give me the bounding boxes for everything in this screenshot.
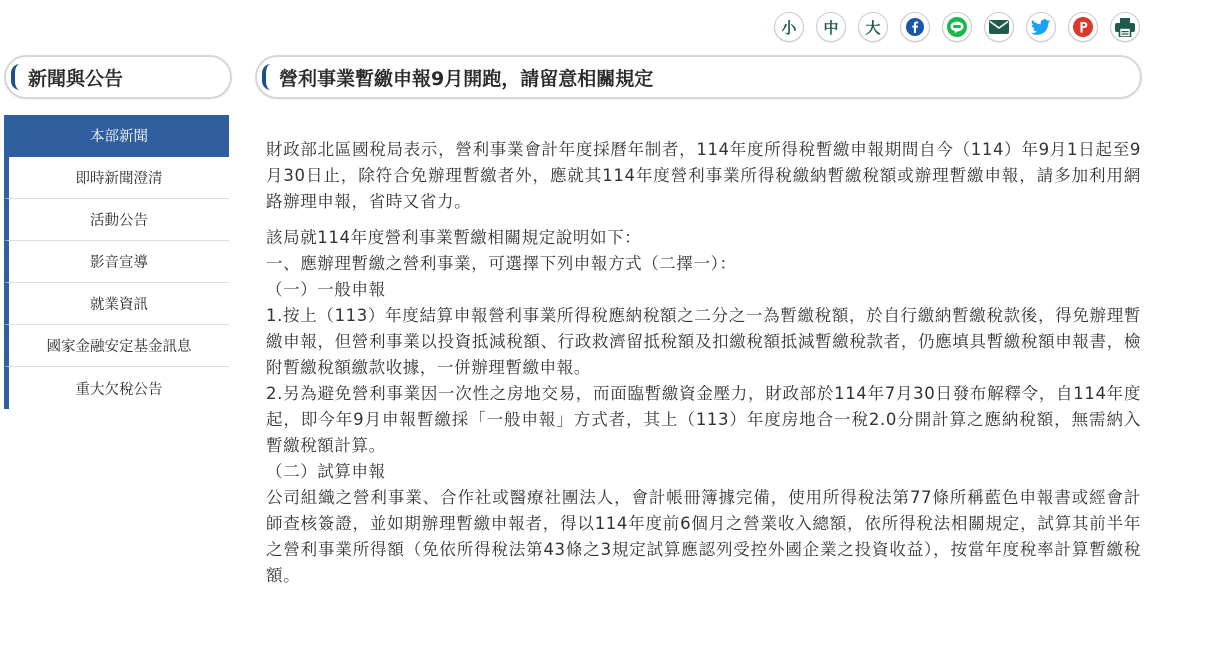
twitter-icon: [1031, 19, 1051, 36]
article-paragraph: 公司組織之營利事業、合作社或醫療社團法人，會計帳冊簿據完備，使用所得稅法第77條所稱藍色申報書或經會計師查核簽證，並如期辦理暫繳申報者，得以114年度前6個月之營業收入總額，依所得稅法相關規定，試算其前半年之營利事業所得額（免依所得稅法第43條之3規定試算應認列受控外國企業之投資收益），按當年度稅率計算暫繳稅額。: [266, 488, 1141, 585]
sidebar-item-video-promotion[interactable]: 影音宣導: [4, 241, 229, 283]
sidebar-item-employment-info[interactable]: 就業資訊: [4, 283, 229, 325]
sidebar-item-event-announcements[interactable]: 活動公告: [4, 199, 229, 241]
bracket-decoration: [262, 64, 271, 90]
bracket-decoration: [11, 64, 20, 90]
sidebar-title: 新聞與公告: [28, 67, 124, 90]
article-paragraph: 一、應辦理暫繳之營利事業，可選擇下列申報方式（二擇一）：: [266, 254, 737, 273]
twitter-share-button[interactable]: [1026, 12, 1056, 42]
article-paragraph: 該局就114年度營利事業暫繳相關規定說明如下：: [266, 228, 642, 247]
article-paragraph: 財政部北區國稅局表示，營利事業會計年度採曆年制者，114年度所得稅暫繳申報期間自今（114）年9月1日起至9月30日止，除符合免辦理暫繳者外，應就其114年度營利事業所得稅繳納暫繳稅額或辦理暫繳申報，請多加利用網路辦理申報，省時又省力。: [266, 140, 1141, 211]
email-share-button[interactable]: [984, 12, 1014, 42]
facebook-share-button[interactable]: [900, 12, 930, 42]
article-title: 營利事業暫繳申報9月開跑，請留意相關規定: [279, 67, 654, 90]
line-icon: [947, 17, 967, 37]
sidebar-item-news-clarification[interactable]: 即時新聞澄清: [4, 157, 229, 199]
article-body: [266, 137, 1141, 589]
font-small-button[interactable]: 小: [774, 12, 804, 42]
toolbar: [774, 12, 1140, 44]
article-header: [255, 55, 1142, 99]
facebook-icon: [906, 18, 924, 36]
plurk-share-button[interactable]: [1068, 12, 1098, 42]
print-button[interactable]: [1110, 12, 1140, 42]
sidebar-item-tax-arrears[interactable]: 重大欠稅公告: [4, 367, 229, 409]
sidebar-header: [4, 55, 232, 99]
article-paragraph: （二）試算申報: [266, 462, 386, 481]
line-share-button[interactable]: [942, 12, 972, 42]
sidebar-item-ministry-news[interactable]: 本部新聞: [4, 115, 229, 157]
article-paragraph: 1.按上（113）年度結算申報營利事業所得稅應納稅額之二分之一為暫繳稅額，於自行繳納暫繳稅款後，得免辦理暫繳申報，但營利事業以投資抵減稅額、行政救濟留抵稅額及扣繳稅額抵減暫繳稅款者，仍應填具暫繳稅額申報書，檢附暫繳稅額繳款收據，一併辦理暫繳申報。: [266, 306, 1141, 377]
article-paragraph: 2.另為避免營利事業因一次性之房地交易，而面臨暫繳資金壓力，財政部於114年7月30日發布解釋令，自114年度起，即今年9月申報暫繳採「一般申報」方式者，其上（113）年度房地合一稅2.0分開計算之應納稅額，無需納入暫繳稅額計算。: [266, 384, 1141, 455]
email-icon: [989, 20, 1009, 34]
sidebar-item-stabilization-fund[interactable]: 國家金融安定基金訊息: [4, 325, 229, 367]
font-medium-button[interactable]: 中: [816, 12, 846, 42]
article-paragraph: （一）一般申報: [266, 280, 386, 299]
plurk-icon: [1073, 17, 1093, 37]
font-large-button[interactable]: 大: [858, 12, 888, 42]
sidebar-menu: [4, 115, 229, 409]
printer-icon: [1115, 18, 1135, 37]
